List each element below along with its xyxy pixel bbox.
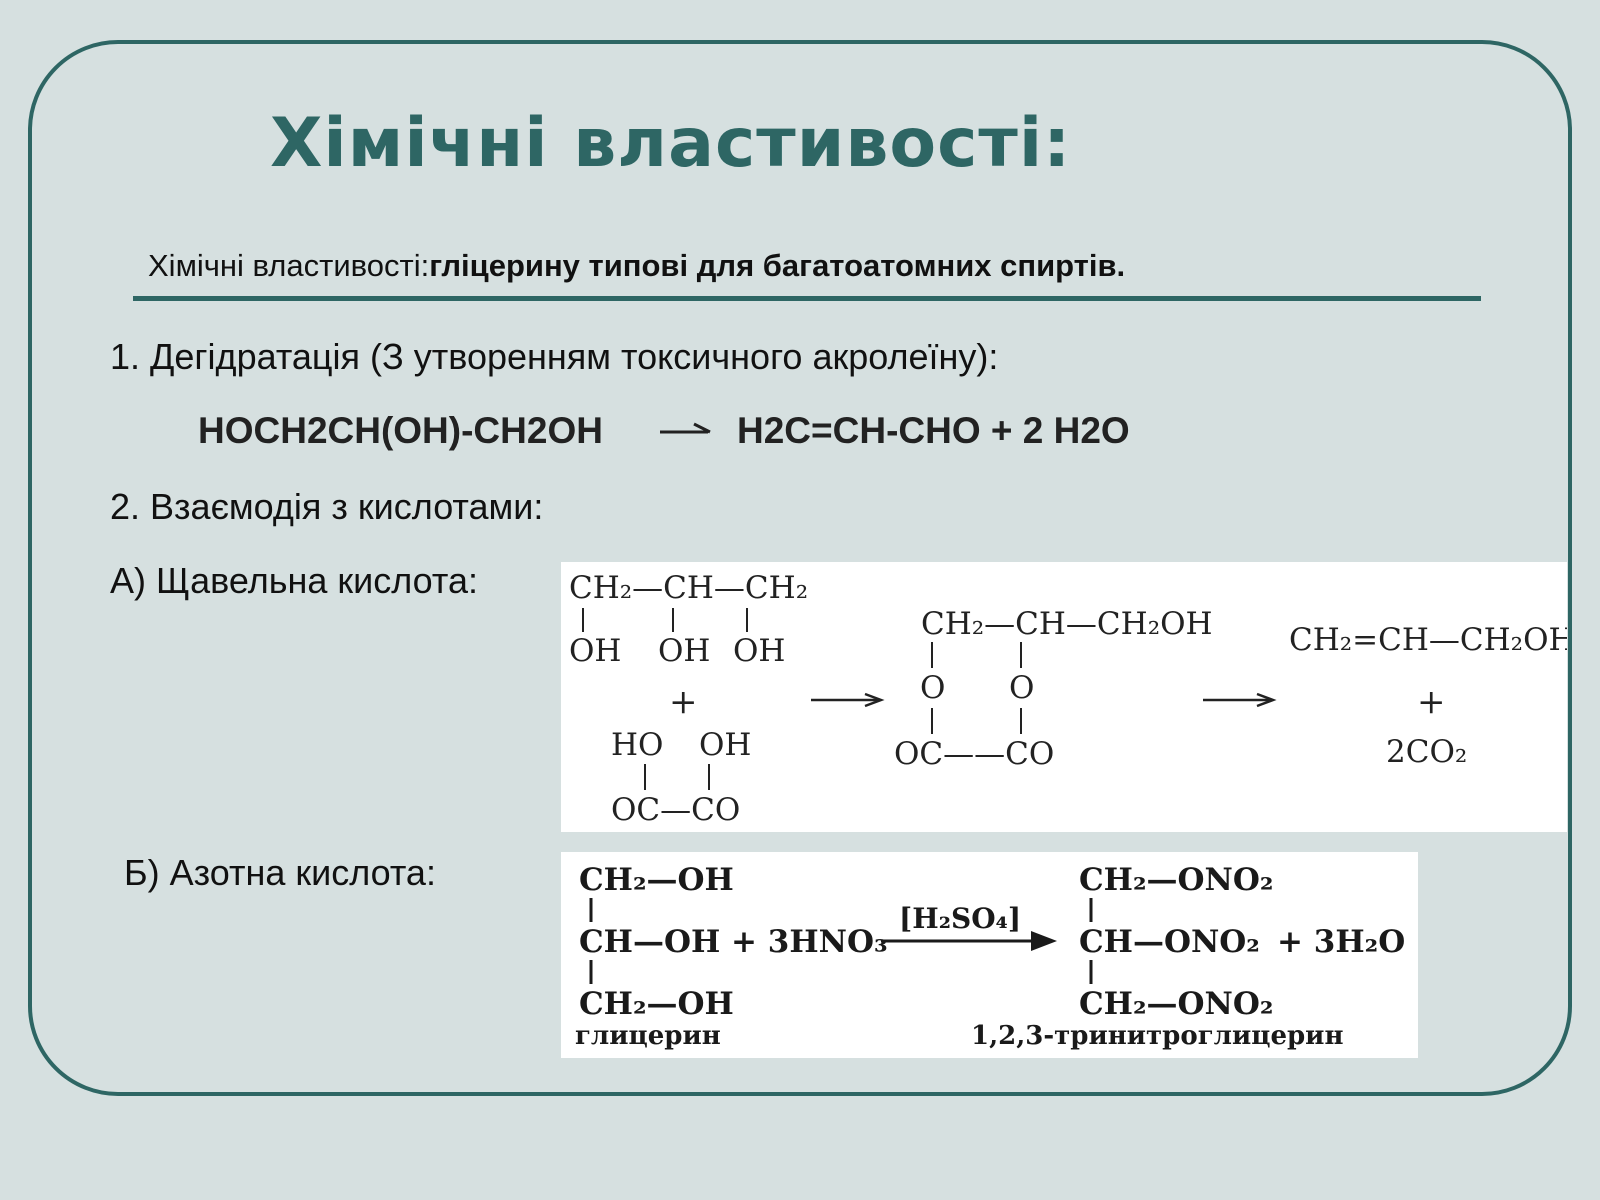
ester-chain: CH₂—CH—CH₂OH xyxy=(921,606,1213,642)
arrow-2-icon xyxy=(1203,694,1273,706)
equation-left: HOCH2CH(OH)-CH2OH xyxy=(198,410,603,451)
product-row-1: CH₂—ONO₂ xyxy=(1079,862,1274,898)
glycerol-chain: CH₂—CH—CH₂ xyxy=(569,570,809,606)
item-oxalic-acid: А) Щавельна кислота: xyxy=(110,560,478,601)
arrow-1-icon xyxy=(811,694,881,706)
carbon-dioxide: 2CO₂ xyxy=(1386,734,1468,770)
reagent-row-3: CH₂—OH xyxy=(579,986,734,1022)
slide-title: Хімічні властивості: xyxy=(270,104,1072,183)
ester-o-1: O xyxy=(920,670,946,706)
ester-co: OC——CO xyxy=(894,736,1055,772)
ester-o-2: O xyxy=(1009,670,1035,706)
glycerol-oh-3: OH xyxy=(733,633,786,669)
reagent-name: глицерин xyxy=(575,1021,721,1051)
oxalic-reaction-scheme xyxy=(561,562,1567,832)
nitric-acid: + 3HNO₃ xyxy=(731,924,888,960)
oxalic-ho: HO xyxy=(611,727,664,763)
glycerol-oh-1: OH xyxy=(569,633,622,669)
title-divider xyxy=(133,296,1481,301)
product-row-3: CH₂—ONO₂ xyxy=(1079,986,1274,1022)
catalyst-label: [H₂SO₄] xyxy=(899,902,1022,935)
reagent-row-2: CH—OH xyxy=(579,924,721,960)
subtitle-prefix: Хімічні властивості: xyxy=(148,248,430,283)
item-acids: 2. Взаємодія з кислотами: xyxy=(110,486,544,527)
oxalic-co: OC—CO xyxy=(611,792,741,828)
water: + 3H₂O xyxy=(1277,924,1406,960)
item-dehydration: 1. Дегідратація (З утворенням токсичного акролеїну): xyxy=(110,336,999,377)
oxalic-oh: OH xyxy=(699,727,752,763)
reaction-arrow-icon xyxy=(658,410,714,440)
plus-sign-2: + xyxy=(1417,682,1446,722)
subtitle-bold: гліцерину типові для багатоатомних спиртів. xyxy=(429,248,1126,283)
item-nitric-acid: Б) Азотна кислота: xyxy=(124,852,436,893)
nitric-reaction-scheme xyxy=(561,852,1418,1058)
reagent-row-1: CH₂—OH xyxy=(579,862,734,898)
equation-right: H2C=CH-CHO + 2 H2O xyxy=(737,410,1130,451)
plus-sign: + xyxy=(669,682,698,722)
glycerol-oh-2: OH xyxy=(658,633,711,669)
slide-subtitle xyxy=(148,248,1125,284)
product-name: 1,2,3-тринитроглицерин xyxy=(971,1021,1344,1051)
allyl-alcohol: CH₂=CH—CH₂OH xyxy=(1289,622,1567,658)
product-row-2: CH—ONO₂ xyxy=(1079,924,1260,960)
